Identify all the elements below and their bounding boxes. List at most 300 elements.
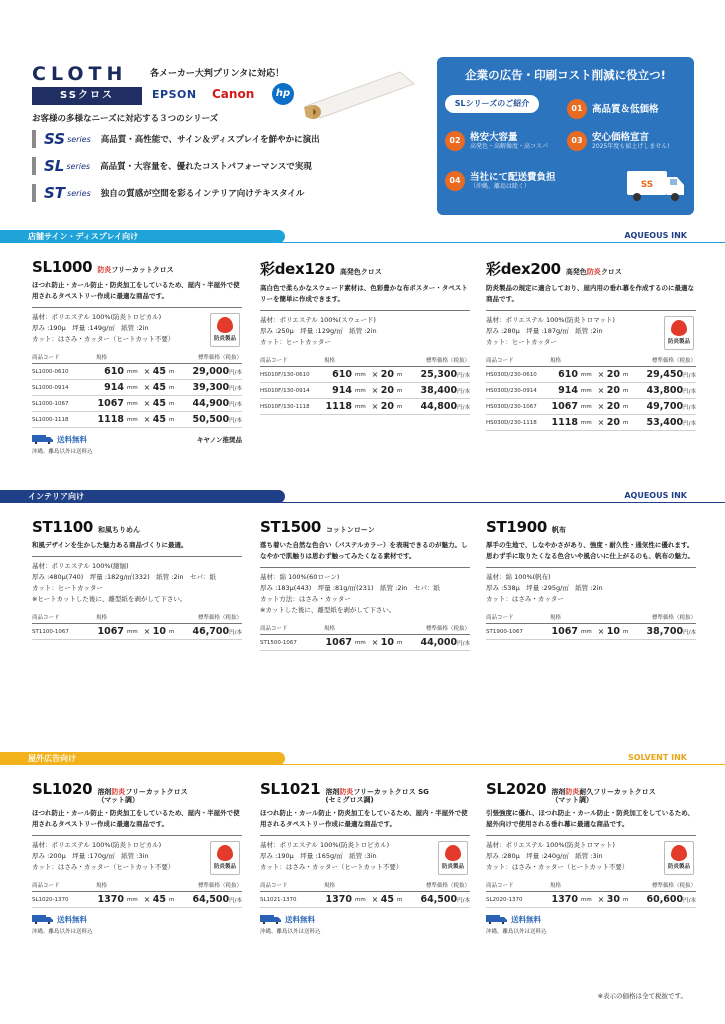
price-cell: [630, 624, 696, 640]
item-code: HS010F/130-0610: [260, 367, 324, 383]
spec-line: カット：ヒートカッター: [486, 338, 557, 346]
promo-number: 04: [445, 171, 465, 191]
col-code-header: 商品コード: [32, 879, 96, 892]
flame-retardant-tag: 防炎: [339, 788, 354, 796]
shipping-info: [486, 914, 547, 935]
length-unit: m: [394, 635, 404, 651]
price-value: 38,700: [646, 626, 684, 637]
fire-badge-label: 防炎製品: [667, 864, 690, 870]
price-table: [32, 879, 242, 908]
spec-line: ※カットした後に、離型紙を剥がして下さい。: [260, 606, 396, 614]
product-code: 彩dex120: [260, 260, 335, 278]
fire-retardant-badge: [210, 841, 240, 875]
product-specs: [260, 835, 470, 873]
price-unit: 円/本: [683, 630, 696, 636]
product-subtitle-line: [552, 526, 566, 534]
width-unit: mm: [578, 367, 596, 383]
col-price-header: 標準価格（税抜）: [404, 354, 470, 367]
width-value: 1370: [324, 892, 352, 908]
col-price-header: 標準価格（税抜）: [176, 611, 242, 624]
product-specs: [486, 310, 696, 348]
width-unit: mm: [578, 624, 596, 640]
item-code: HS030D/230-0914: [486, 383, 550, 399]
price-unit: 円/本: [683, 389, 696, 395]
col-code-header: 商品コード: [32, 351, 96, 364]
series-subtitle: お客様の多様なニーズに対応する３つのシリーズ: [32, 114, 219, 124]
promo-title: 企業の広告・印刷コスト削減に役立つ!: [465, 68, 666, 82]
spec-line: カット：ヒートカッター: [260, 338, 331, 346]
product-code: ST1100: [32, 518, 93, 536]
fire-retardant-badge: [210, 313, 240, 347]
product-subtitle-text: 高発色クロス: [339, 268, 382, 276]
col-price-header: 標準価格（税抜）: [630, 879, 696, 892]
col-code-header: 商品コード: [486, 354, 550, 367]
price-table-header: [32, 879, 242, 892]
price-unit: 円/本: [683, 898, 696, 904]
width-unit: mm: [124, 364, 142, 380]
length-unit: m: [620, 383, 630, 399]
product-specs: [32, 307, 242, 345]
length-value: 10: [380, 635, 394, 651]
price-unit: 円/本: [457, 389, 470, 395]
price-cell: [404, 399, 470, 415]
table-row: [486, 399, 696, 415]
spec-line: カット：はさみ・カッター: [486, 595, 564, 603]
spec-line: 厚み :280μ 坪量 :240g/㎡ 紙管 :3in: [486, 852, 603, 860]
shipping-note: 沖縄、離島以外は送料込: [32, 449, 93, 455]
length-unit: m: [166, 412, 176, 428]
item-code: HS030D/230-1118: [486, 415, 550, 431]
spec-line: 厚み :280μ 坪量 :187g/㎡ 紙管 :2in: [486, 327, 603, 335]
price-table-header: [486, 879, 696, 892]
price-cell: [176, 396, 242, 412]
length-value: 20: [380, 399, 394, 415]
width-value: 610: [96, 364, 124, 380]
price-value: 29,450: [646, 369, 684, 380]
product-code: 彩dex200: [486, 260, 561, 278]
series-ss: [32, 130, 432, 148]
product-specs: [486, 835, 696, 873]
length-value: 30: [606, 892, 620, 908]
price-unit: 円/本: [683, 373, 696, 379]
printer-compat-tagline: 各メーカー大判プリンタに対応！: [150, 69, 285, 79]
product-description: 引張強度に優れ、ほつれ防止・カール防止・防炎加工をしているため、屋外向けで使用される垂れ幕に最適な商品です。: [486, 809, 694, 828]
col-code-header: 商品コード: [32, 611, 96, 624]
flame-icon: [217, 317, 233, 333]
footer-tax-note: ※表示の価格は全て税抜です。: [597, 992, 687, 1000]
item-code: HS030D/230-0610: [486, 367, 550, 383]
product-description: 厚手の生地で、しなやかさがあり、強度・耐久性・通気性に優れます。思わず手に取りたくなる色合いや風合いに仕上がるのも、帆布の魅力。: [486, 541, 694, 560]
length-value: 45: [152, 396, 166, 412]
times-sign: ×: [370, 367, 380, 383]
width-value: 610: [550, 367, 578, 383]
times-sign: ×: [370, 383, 380, 399]
product-specs: [260, 310, 470, 348]
section-divider: [280, 242, 725, 244]
table-row: [486, 892, 696, 908]
col-price-header: 標準価格（税抜）: [630, 611, 696, 624]
price-value: 53,400: [646, 417, 684, 428]
width-value: 1118: [550, 415, 578, 431]
series-sl: [32, 157, 432, 175]
width-unit: mm: [352, 367, 370, 383]
spec-line: 基材：ポリエステル 100%(防炎トロマット): [486, 841, 615, 849]
col-spec-header: 規格: [324, 354, 404, 367]
price-table-header: [32, 351, 242, 364]
length-unit: m: [620, 624, 630, 640]
width-value: 1067: [96, 624, 124, 640]
product-subtitle-text: フリーカットクロス: [125, 788, 188, 796]
section-divider: [280, 502, 725, 504]
price-value: 46,700: [192, 626, 230, 637]
spec-line: 基材：ポリエステル 100%(防炎トロピカル): [32, 313, 162, 321]
price-unit: 円/本: [683, 421, 696, 427]
fire-retardant-badge: [438, 841, 468, 875]
price-value: 25,300: [420, 369, 458, 380]
cloth-roll-image: [302, 66, 422, 122]
length-unit: m: [166, 380, 176, 396]
length-unit: m: [620, 399, 630, 415]
product-description: 防炎製品の規定に適合しており、屋内用の垂れ幕を作成するのに最適な商品です。: [486, 284, 694, 303]
length-unit: m: [166, 892, 176, 908]
price-cell: [404, 892, 470, 908]
shipping-row: [32, 434, 242, 455]
spec-line: 厚み :190μ 坪量 :149g/㎡ 紙管 :2in: [32, 324, 149, 332]
product-name-row: [486, 258, 696, 279]
product-subtitle-finish: （マット調）: [97, 796, 140, 804]
flame-icon: [217, 845, 233, 861]
promo-note: （沖縄、離島は除く）: [470, 182, 531, 190]
times-sign: ×: [142, 412, 152, 428]
col-price-header: 標準価格（税抜）: [630, 354, 696, 367]
series-code: ST: [44, 184, 66, 202]
price-unit: 円/本: [229, 630, 242, 636]
price-cell: [630, 383, 696, 399]
ink-type-label: AQUEOUS INK: [624, 491, 687, 500]
price-value: 44,900: [192, 398, 230, 409]
product-subtitle: [98, 526, 140, 534]
promo-number: 02: [445, 131, 465, 151]
price-cell: [176, 364, 242, 380]
length-unit: m: [394, 399, 404, 415]
width-unit: mm: [124, 396, 142, 412]
width-unit: mm: [578, 399, 596, 415]
promo-label: 安心価格宣言: [592, 131, 650, 143]
table-row: [260, 399, 470, 415]
shipping-row: [486, 914, 696, 935]
shipping-row: [260, 914, 470, 935]
section-title: 屋外広告向け: [0, 752, 285, 765]
price-value: 39,300: [192, 382, 230, 393]
col-code-header: 商品コード: [486, 611, 550, 624]
times-sign: ×: [596, 367, 606, 383]
fire-retardant-badge: [664, 316, 694, 350]
table-row: [260, 367, 470, 383]
product-block: [260, 258, 470, 415]
promo-number: 03: [567, 131, 587, 151]
shipping-row: [32, 914, 242, 935]
truck-icon: [486, 915, 508, 924]
col-spec-header: 規格: [96, 879, 176, 892]
spec-line: 基材：綿 100%(60ローン): [260, 573, 340, 581]
section-title: インテリア向け: [0, 490, 285, 503]
times-sign: ×: [596, 415, 606, 431]
flame-retardant-tag: 防炎: [586, 268, 601, 276]
times-sign: ×: [142, 380, 152, 396]
series-code: SL: [44, 157, 65, 175]
table-row: [260, 383, 470, 399]
item-code: HS030D/230-1067: [486, 399, 550, 415]
product-subtitle: [340, 268, 382, 276]
ink-type-label: AQUEOUS INK: [624, 231, 687, 240]
series-desc: 高品質・大容量を、優れたコストパフォーマンスで実現: [100, 162, 312, 172]
col-price-header: 標準価格（税抜）: [404, 622, 470, 635]
price-value: 50,500: [192, 414, 230, 425]
shipping-info: [32, 914, 93, 935]
price-value: 44,800: [420, 401, 458, 412]
promo-label: 当社にて配送費負担: [470, 171, 556, 183]
promo-label: 高品質＆低価格: [592, 103, 659, 115]
length-value: 20: [380, 367, 394, 383]
free-shipping-label: [486, 914, 547, 925]
price-table: [486, 879, 696, 908]
fire-badge-label: 防炎製品: [441, 864, 464, 870]
product-code: SL2020: [486, 780, 547, 798]
length-value: 45: [152, 364, 166, 380]
table-row: [32, 624, 242, 640]
length-value: 45: [152, 412, 166, 428]
width-value: 1067: [96, 396, 124, 412]
product-subtitle-line: [551, 788, 655, 796]
spec-line: 厚み :250μ 坪量 :129g/㎡ 紙管 :2in: [260, 327, 377, 335]
promo-label: 格安大容量: [470, 131, 518, 143]
col-spec-header: 規格: [96, 611, 176, 624]
product-subtitle-line: [97, 788, 187, 796]
spec-line: 厚み :183μ(443) 坪量 :81g/㎡(231) 紙管 :2in セパ：紙: [260, 584, 440, 592]
spec-line: カット方法：はさみ・カッター: [260, 595, 351, 603]
table-row: [260, 892, 470, 908]
product-name-row: [486, 780, 696, 804]
width-value: 914: [324, 383, 352, 399]
col-price-header: 標準価格（税抜）: [404, 879, 470, 892]
product-description: 高白色で柔らかなスウェード素材は、色彩豊かな布ポスター・タペストリーを簡単に作成できます。: [260, 284, 468, 303]
spec-line: 厚み :480μ(740) 坪量 :182g/㎡(332) 紙管 :2in セパ：紙: [32, 573, 217, 581]
series-code: SS: [44, 130, 66, 148]
free-shipping-label: [32, 914, 93, 925]
price-table-header: [260, 354, 470, 367]
product-subtitle-line: [98, 526, 140, 534]
series-bar: [32, 184, 36, 202]
length-value: 45: [152, 892, 166, 908]
product-subtitle-line: [340, 268, 382, 276]
promo-note: 高発色・高解像度・高コスパ: [470, 142, 549, 150]
delivery-truck-icon: [625, 165, 687, 205]
section-title: 店舗サイン・ディスプレイ向け: [0, 230, 285, 243]
length-unit: m: [394, 383, 404, 399]
table-row: [486, 383, 696, 399]
price-unit: 円/本: [457, 898, 470, 904]
length-value: 20: [606, 399, 620, 415]
width-unit: mm: [352, 383, 370, 399]
col-spec-header: 規格: [96, 351, 176, 364]
spec-line: カット：はさみ・カッター（ヒートカット不要）: [486, 863, 629, 871]
series-word: series: [67, 188, 91, 198]
flame-retardant-tag: 防炎: [97, 266, 112, 274]
spec-line: 基材：ポリエステル 100%(防炎トロピカル): [260, 841, 390, 849]
price-table-header: [260, 622, 470, 635]
flame-retardant-tag: 防炎: [111, 788, 126, 796]
price-value: 29,000: [192, 366, 230, 377]
price-value: 43,800: [646, 385, 684, 396]
length-unit: m: [394, 367, 404, 383]
product-subtitle-line: [566, 268, 622, 276]
times-sign: ×: [370, 635, 380, 651]
shipping-note: 沖縄、離島以外は送料込: [32, 929, 93, 935]
product-subtitle: [97, 266, 173, 274]
flame-retardant-tag: 防炎: [565, 788, 580, 796]
section-header: [0, 230, 725, 243]
cloth-logo: CLOTH: [32, 63, 128, 85]
width-unit: mm: [578, 415, 596, 431]
shipping-note: 沖縄、離島以外は送料込: [260, 929, 321, 935]
free-shipping-text: 送料無料: [57, 435, 87, 444]
product-subtitle-finish: (セミグロス調): [325, 796, 374, 804]
product-description: ほつれ防止・カール防止・防炎加工をしているため、屋内・半屋外で使用されるタペストリー作成に最適な商品です。: [32, 809, 240, 828]
length-unit: m: [620, 415, 630, 431]
item-code: SL1000-0610: [32, 364, 96, 380]
item-code: SL1000-1067: [32, 396, 96, 412]
product-subtitle-text: 耐久フリーカットクロス: [579, 788, 656, 796]
product-name-row: [32, 258, 242, 276]
price-cell: [630, 367, 696, 383]
free-shipping-label: [260, 914, 321, 925]
product-subtitle-finish: （マット調）: [551, 796, 594, 804]
item-code: HS010F/130-1118: [260, 399, 324, 415]
spec-line: 基材：綿 100%(帆布): [486, 573, 551, 581]
col-code-header: 商品コード: [260, 622, 324, 635]
section-header: [0, 490, 725, 503]
free-shipping-text: 送料無料: [285, 915, 315, 924]
spec-line: 基材：ポリエステル 100%(縮緬): [32, 562, 129, 570]
product-code: ST1900: [486, 518, 547, 536]
times-sign: ×: [142, 624, 152, 640]
product-specs: [32, 835, 242, 873]
product-subtitle-prefix: 高発色: [565, 268, 587, 276]
product-block: [486, 518, 696, 640]
flame-icon: [671, 320, 687, 336]
promo-note: 2025年度も値上げしません!: [592, 142, 670, 150]
width-unit: mm: [124, 380, 142, 396]
promo-intro-pill: SLシリーズのご紹介: [445, 95, 539, 113]
spec-line: カット：はさみ・カッター（ヒートカット不要）: [260, 863, 403, 871]
product-subtitle-text: 帆布: [551, 526, 566, 534]
fire-badge-label: 防炎製品: [213, 864, 236, 870]
length-unit: m: [166, 364, 176, 380]
price-value: 49,700: [646, 401, 684, 412]
product-description: 落ち着いた自然な色合い（パステルカラー）を表現できるのが魅力。しなやかで肌触りは思わず触ってみたくなる素材です。: [260, 541, 468, 560]
width-value: 1118: [96, 412, 124, 428]
epson-logo: EPSON: [152, 88, 197, 101]
spec-line: 基材：ポリエステル 100%(防炎トロピカル): [32, 841, 162, 849]
col-price-header: 標準価格（税抜）: [176, 879, 242, 892]
item-code: ST1900-1067: [486, 624, 550, 640]
width-unit: mm: [124, 892, 142, 908]
product-subtitle: [326, 526, 375, 534]
width-value: 914: [96, 380, 124, 396]
header: [0, 0, 725, 225]
price-cell: [176, 624, 242, 640]
shipping-info: [260, 914, 321, 935]
section-header: [0, 752, 725, 765]
product-subtitle-line: [97, 266, 173, 274]
times-sign: ×: [142, 892, 152, 908]
width-value: 914: [550, 383, 578, 399]
times-sign: ×: [596, 383, 606, 399]
price-cell: [630, 892, 696, 908]
width-unit: mm: [124, 412, 142, 428]
product-subtitle-text: コットンローン: [325, 526, 375, 534]
hp-logo: hp: [272, 83, 294, 105]
price-unit: 円/本: [229, 418, 242, 424]
length-unit: m: [166, 396, 176, 412]
price-value: 64,500: [192, 894, 230, 905]
price-unit: 円/本: [457, 373, 470, 379]
product-name-row: [32, 780, 242, 804]
price-cell: [404, 383, 470, 399]
length-unit: m: [620, 367, 630, 383]
canon-recommended-note: キヤノン推奨品: [196, 436, 242, 444]
spec-line: 基材：ポリエステル 100%(防炎トロマット): [486, 316, 615, 324]
series-st: [32, 184, 432, 202]
length-value: 20: [606, 367, 620, 383]
width-unit: mm: [124, 624, 142, 640]
item-code: SL1000-1118: [32, 412, 96, 428]
series-bar: [32, 157, 36, 175]
width-value: 610: [324, 367, 352, 383]
times-sign: ×: [596, 624, 606, 640]
product-subtitle: [97, 788, 187, 804]
length-value: 20: [380, 383, 394, 399]
flame-icon: [671, 845, 687, 861]
product-specs: [486, 567, 696, 605]
price-value: 38,400: [420, 385, 458, 396]
free-shipping-text: 送料無料: [511, 915, 541, 924]
promo-item-03: [567, 131, 670, 151]
promo-item-02: [445, 131, 548, 151]
product-block: [32, 518, 242, 640]
truck-icon: [260, 915, 282, 924]
col-code-header: 商品コード: [260, 354, 324, 367]
price-table: [32, 611, 242, 640]
item-code: SL1000-0914: [32, 380, 96, 396]
spec-line: 基材：ポリエステル 100%(スウェード): [260, 316, 376, 324]
item-code: SL1021-1370: [260, 892, 324, 908]
price-table: [486, 354, 696, 431]
product-block: [486, 258, 696, 431]
shipping-info: [32, 434, 93, 455]
promo-item-01: [567, 99, 659, 119]
length-value: 10: [606, 624, 620, 640]
product-block: [260, 518, 470, 651]
price-unit: 円/本: [457, 405, 470, 411]
price-cell: [630, 415, 696, 431]
truck-icon: [32, 915, 54, 924]
col-price-header: 標準価格（税抜）: [176, 351, 242, 364]
item-code: HS010F/130-0914: [260, 383, 324, 399]
price-table: [260, 879, 470, 908]
price-unit: 円/本: [457, 641, 470, 647]
times-sign: ×: [142, 364, 152, 380]
